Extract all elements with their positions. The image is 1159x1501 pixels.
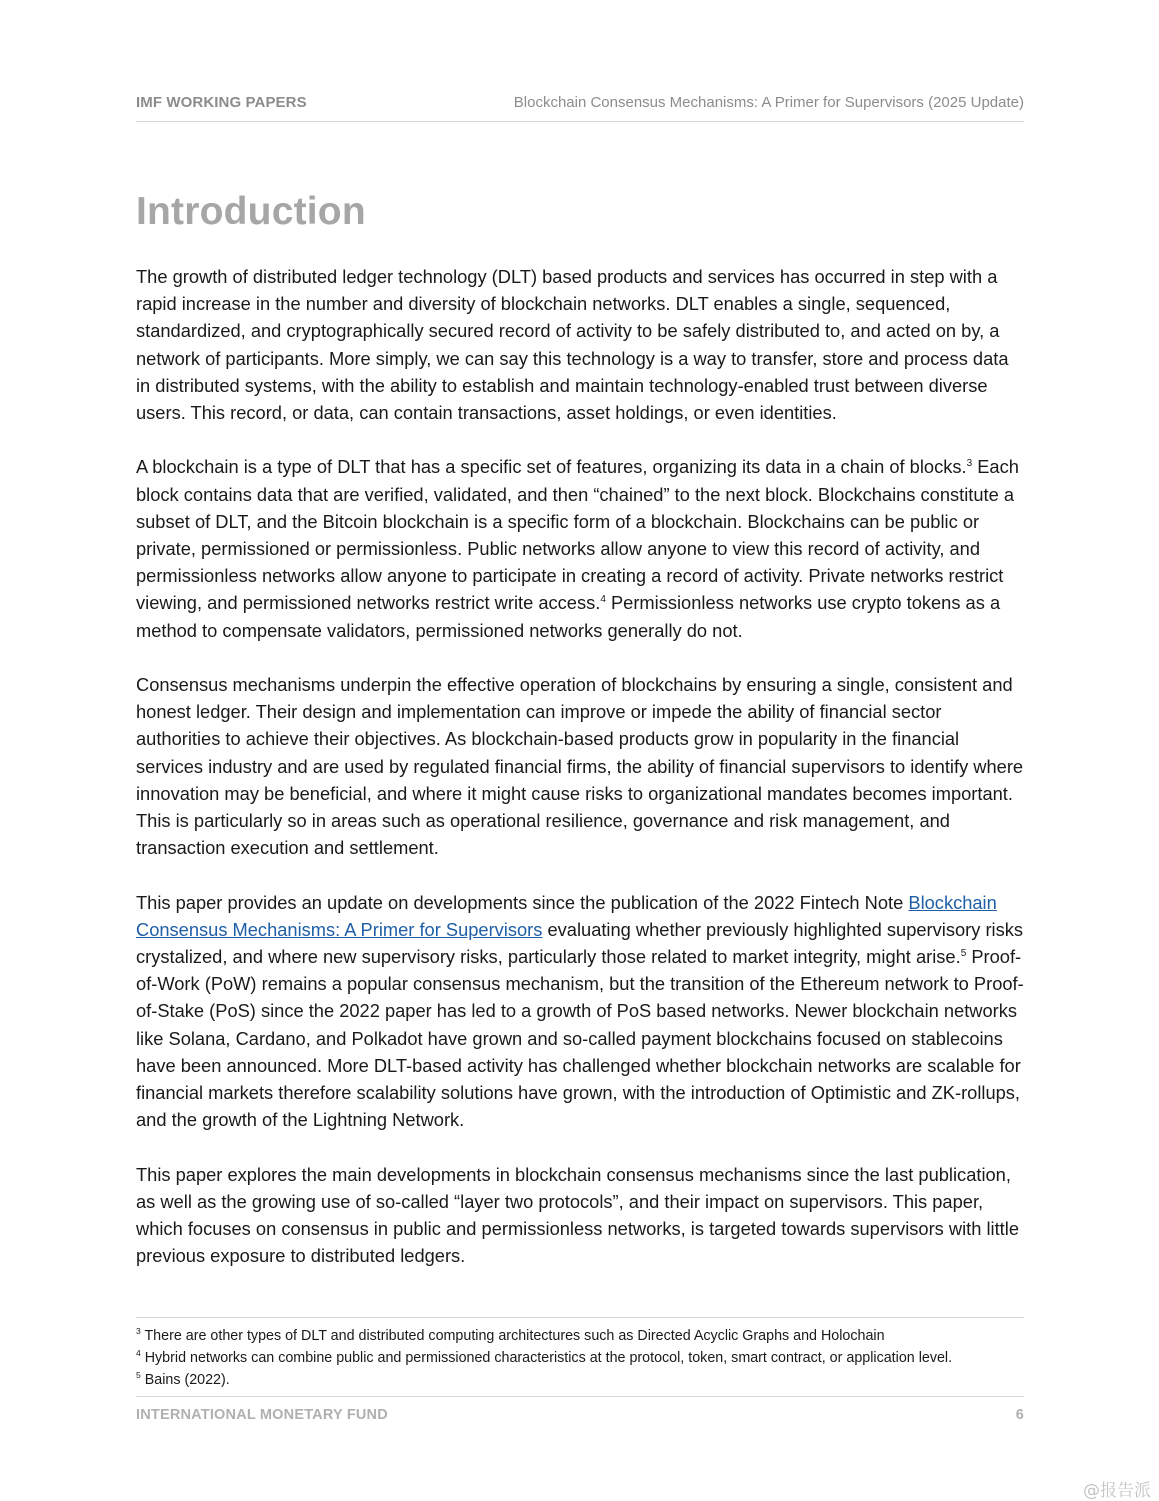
paragraph-4-part-c: Proof-of-Work (PoW) remains a popular consensus mechanism, but the transition of the Ethereum network to Proof-of-Stake (PoS) since the 2022 paper has led to a growth of PoS based networks. Newer blockchain networks like Solana, Cardano, and Polkadot have grown and so-called payment blockchains focused on stablecoins have been announced. More DLT-based activity has challenged whether blockchain networks are scalable for financial markets therefore scalability solutions have grown, with the introduction of Optimistic and ZK-rollups, and the growth of the Lightning Network. <box>136 946 1024 1131</box>
footnote-5 <box>136 1369 1024 1391</box>
paragraph-1: The growth of distributed ledger technology (DLT) based products and services has occurred in step with a rapid increase in the number and diversity of blockchain networks. DLT enables a single, sequenced, standardized, and cryptographically secured record of activity to be safely distributed to, and acted on by, a network of participants. More simply, we can say this technology is a way to transfer, store and process data in distributed systems, with the ability to establish and maintain technology-enabled trust between diverse users. This record, or data, can contain transactions, asset holdings, or even identities. <box>136 266 1009 424</box>
primer-2022-link[interactable]: Blockchain Consensus Mechanisms: A Primer for Supervisors <box>136 891 997 940</box>
footnote-number: 5 <box>136 1370 141 1381</box>
footnote-text: Bains (2022). <box>140 1372 230 1388</box>
footnote-divider <box>136 1317 1024 1318</box>
paragraph-2-part-a: A blockchain is a type of DLT that has a specific set of features, organizing its data in a chain of blocks. <box>136 456 967 478</box>
footnote-ref-5[interactable]: 5 <box>960 947 967 959</box>
running-footer <box>136 1407 1024 1423</box>
document-page <box>136 0 1024 1500</box>
header-divider <box>136 121 1024 122</box>
paragraph-2-part-c: Permissionless networks use crypto tokens as a method to compensate validators, permissioned networks generally do not. <box>136 592 1001 641</box>
footnote-ref-4[interactable]: 4 <box>600 594 606 606</box>
footnote-4 <box>136 1347 1024 1369</box>
page-number: 6 <box>1015 1407 1024 1423</box>
footnote-number: 3 <box>136 1326 141 1337</box>
paragraph-4 <box>136 889 1024 1134</box>
footnote-text: There are other types of DLT and distributed computing architectures such as Directed Acyclic Graphs and Holochain <box>140 1328 885 1344</box>
footnotes <box>136 1325 1024 1391</box>
paragraph-3: Consensus mechanisms underpin the effective operation of blockchains by ensuring a single, consistent and honest ledger. Their design and implementation can improve or impede the ability of financial sector authorities to achieve their objectives. As blockchain-based products grow in popularity in the financial services industry and are used by regulated financial firms, the ability of financial supervisors to identify where innovation may be beneficial, and where it might cause risks to organizational mandates becomes important. This is particularly so in areas such as operational resilience, governance and risk management, and transaction execution and settlement. <box>136 674 1024 859</box>
footnote-ref-3[interactable]: 3 <box>966 458 973 470</box>
series-label: IMF WORKING PAPERS <box>136 94 307 111</box>
paragraph-4-part-a: This paper provides an update on developments since the publication of the 2022 Fintech Note <box>136 891 909 913</box>
paragraph-5: This paper explores the main developments in blockchain consensus mechanisms since the last publication, as well as the growing use of so-called “layer two protocols”, and their impact on supervisors. This paper, which focuses on consensus in public and permissionless networks, is targeted towards supervisors with little previous exposure to distributed ledgers. <box>136 1163 1019 1267</box>
document-title: Blockchain Consensus Mechanisms: A Primer for Supervisors (2025 Update) <box>513 94 1024 111</box>
paragraph-2 <box>136 453 1024 643</box>
section-title: Introduction <box>136 190 366 233</box>
footnote-text: Hybrid networks can combine public and permissioned characteristics at the protocol, token, smart contract, or application level. <box>140 1350 953 1366</box>
footer-divider <box>136 1396 1024 1397</box>
footnote-number: 4 <box>136 1348 141 1359</box>
body-text <box>136 263 1024 1297</box>
footer-organization: INTERNATIONAL MONETARY FUND <box>136 1407 388 1423</box>
footnote-3 <box>136 1325 1024 1347</box>
running-header <box>136 94 1024 111</box>
paragraph-4-part-b: evaluating whether previously highlighted supervisory risks crystalized, and where new supervisory risks, particularly those related to market integrity, might arise. <box>136 918 1024 968</box>
watermark: @报告派 <box>1083 1481 1151 1501</box>
paragraph-2-part-b: Each block contains data that are verified, validated, and then “chained” to the next block. Blockchains constitute a subset of DLT, and the Bitcoin blockchain is a specific form of a blockchain. Blockchains can be public or private, permissioned or permissionless. Public networks allow anyone to view this record of activity, and permissionless networks allow anyone to participate in creating a record of activity. Private networks restrict viewing, and permissioned networks restrict write access. <box>136 456 1019 614</box>
